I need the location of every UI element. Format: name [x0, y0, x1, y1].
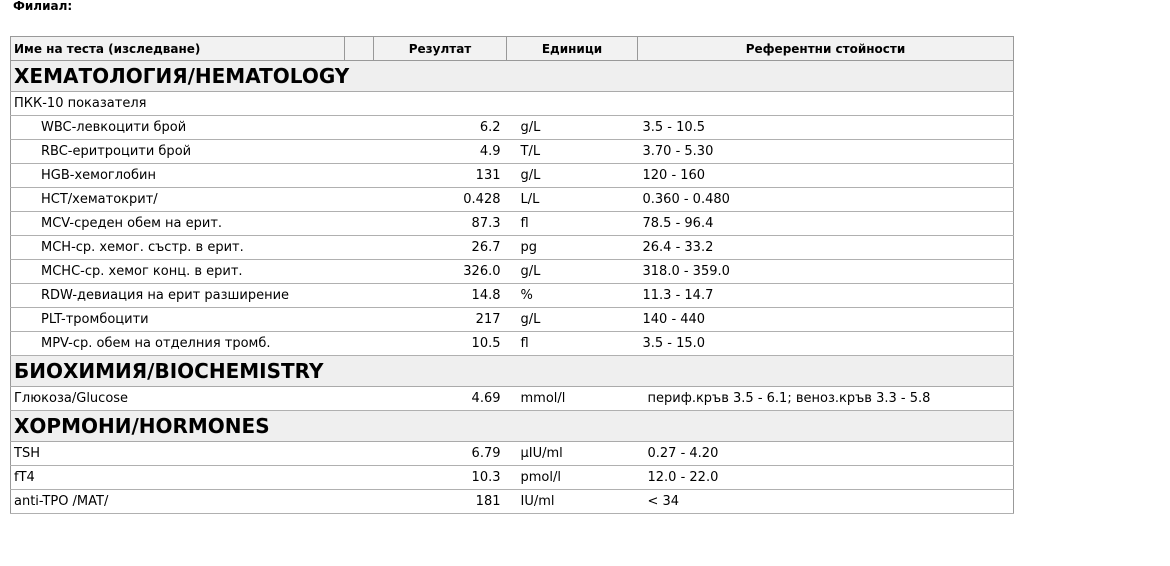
table-header: [11, 37, 1014, 61]
section-title: БИОХИМИЯ/BIOCHEMISTRY: [11, 356, 1014, 387]
unit-value: fl: [507, 332, 638, 356]
test-name: MPV-ср. обем на отделния тромб.: [11, 332, 374, 356]
unit-value: g/L: [507, 260, 638, 284]
table-row: [11, 308, 1014, 332]
result-value: 6.79: [374, 442, 507, 466]
lab-results-table: [10, 36, 1014, 514]
hormone-rows: [11, 442, 1014, 514]
biochemistry-rows: [11, 387, 1014, 411]
column-header-test-name: Име на теста (изследване): [11, 37, 345, 61]
section-hematology: [11, 61, 1014, 92]
table-row: [11, 164, 1014, 188]
result-value: 14.8: [374, 284, 507, 308]
reference-range: 120 - 160: [638, 164, 1014, 188]
group-row: [11, 92, 1014, 116]
reference-range: 26.4 - 33.2: [638, 236, 1014, 260]
unit-value: pg: [507, 236, 638, 260]
result-value: 181: [374, 490, 507, 514]
test-name: HGB-хемоглобин: [11, 164, 374, 188]
reference-range: 318.0 - 359.0: [638, 260, 1014, 284]
unit-value: g/L: [507, 116, 638, 140]
test-name: MCHC-ср. хемог конц. в ерит.: [11, 260, 374, 284]
reference-range: 11.3 - 14.7: [638, 284, 1014, 308]
section-title: ХЕМАТОЛОГИЯ/HEMATOLOGY: [11, 61, 1014, 92]
test-name: RBC-еритроцити брой: [11, 140, 374, 164]
result-value: 26.7: [374, 236, 507, 260]
section-hormones: [11, 411, 1014, 442]
unit-value: T/L: [507, 140, 638, 164]
reference-range: 3.5 - 10.5: [638, 116, 1014, 140]
test-name: anti-TPO /MAT/: [11, 490, 374, 514]
group-title: ПКК-10 показателя: [11, 92, 1014, 116]
reference-range: 140 - 440: [638, 308, 1014, 332]
result-value: 326.0: [374, 260, 507, 284]
column-header-reference: Референтни стойности: [638, 37, 1014, 61]
table-row: [11, 116, 1014, 140]
reference-range: 0.27 - 4.20: [638, 442, 1014, 466]
table-row: [11, 490, 1014, 514]
reference-range: 0.360 - 0.480: [638, 188, 1014, 212]
table-row: [11, 332, 1014, 356]
result-value: 87.3: [374, 212, 507, 236]
result-value: 4.9: [374, 140, 507, 164]
reference-range: < 34: [638, 490, 1014, 514]
branch-label: Филиал:: [13, 0, 73, 13]
column-header-result: Резултат: [374, 37, 507, 61]
column-header-spacer: [345, 37, 374, 61]
reference-range: 3.70 - 5.30: [638, 140, 1014, 164]
table-row: [11, 284, 1014, 308]
test-name: MCH-ср. хемог. състр. в ерит.: [11, 236, 374, 260]
test-name: WBC-левкоцити брой: [11, 116, 374, 140]
result-value: 217: [374, 308, 507, 332]
table-row: [11, 466, 1014, 490]
table-row: [11, 236, 1014, 260]
test-name: TSH: [11, 442, 374, 466]
section-title: ХОРМОНИ/HORMONES: [11, 411, 1014, 442]
result-value: 6.2: [374, 116, 507, 140]
unit-value: mmol/l: [507, 387, 638, 411]
reference-range: 78.5 - 96.4: [638, 212, 1014, 236]
result-value: 0.428: [374, 188, 507, 212]
unit-value: µIU/ml: [507, 442, 638, 466]
hematology-rows: [11, 116, 1014, 356]
unit-value: %: [507, 284, 638, 308]
reference-range: периф.кръв 3.5 - 6.1; веноз.кръв 3.3 - 5.8: [638, 387, 1014, 411]
test-name: HCT/хематокрит/: [11, 188, 374, 212]
reference-range: 3.5 - 15.0: [638, 332, 1014, 356]
unit-value: fl: [507, 212, 638, 236]
table-row: [11, 140, 1014, 164]
unit-value: g/L: [507, 164, 638, 188]
table-row: [11, 260, 1014, 284]
result-value: 131: [374, 164, 507, 188]
unit-value: pmol/l: [507, 466, 638, 490]
result-value: 10.3: [374, 466, 507, 490]
table-row: [11, 212, 1014, 236]
test-name: MCV-среден обем на ерит.: [11, 212, 374, 236]
test-name: fT4: [11, 466, 374, 490]
test-name: RDW-девиация на ерит разширение: [11, 284, 374, 308]
test-name: PLT-тромбоцити: [11, 308, 374, 332]
unit-value: g/L: [507, 308, 638, 332]
section-biochemistry: [11, 356, 1014, 387]
result-value: 10.5: [374, 332, 507, 356]
unit-value: L/L: [507, 188, 638, 212]
table-row: [11, 188, 1014, 212]
unit-value: IU/ml: [507, 490, 638, 514]
result-value: 4.69: [374, 387, 507, 411]
reference-range: 12.0 - 22.0: [638, 466, 1014, 490]
table-row: [11, 442, 1014, 466]
test-name: Глюкоза/Glucose: [11, 387, 374, 411]
column-header-units: Единици: [507, 37, 638, 61]
table-row: [11, 387, 1014, 411]
